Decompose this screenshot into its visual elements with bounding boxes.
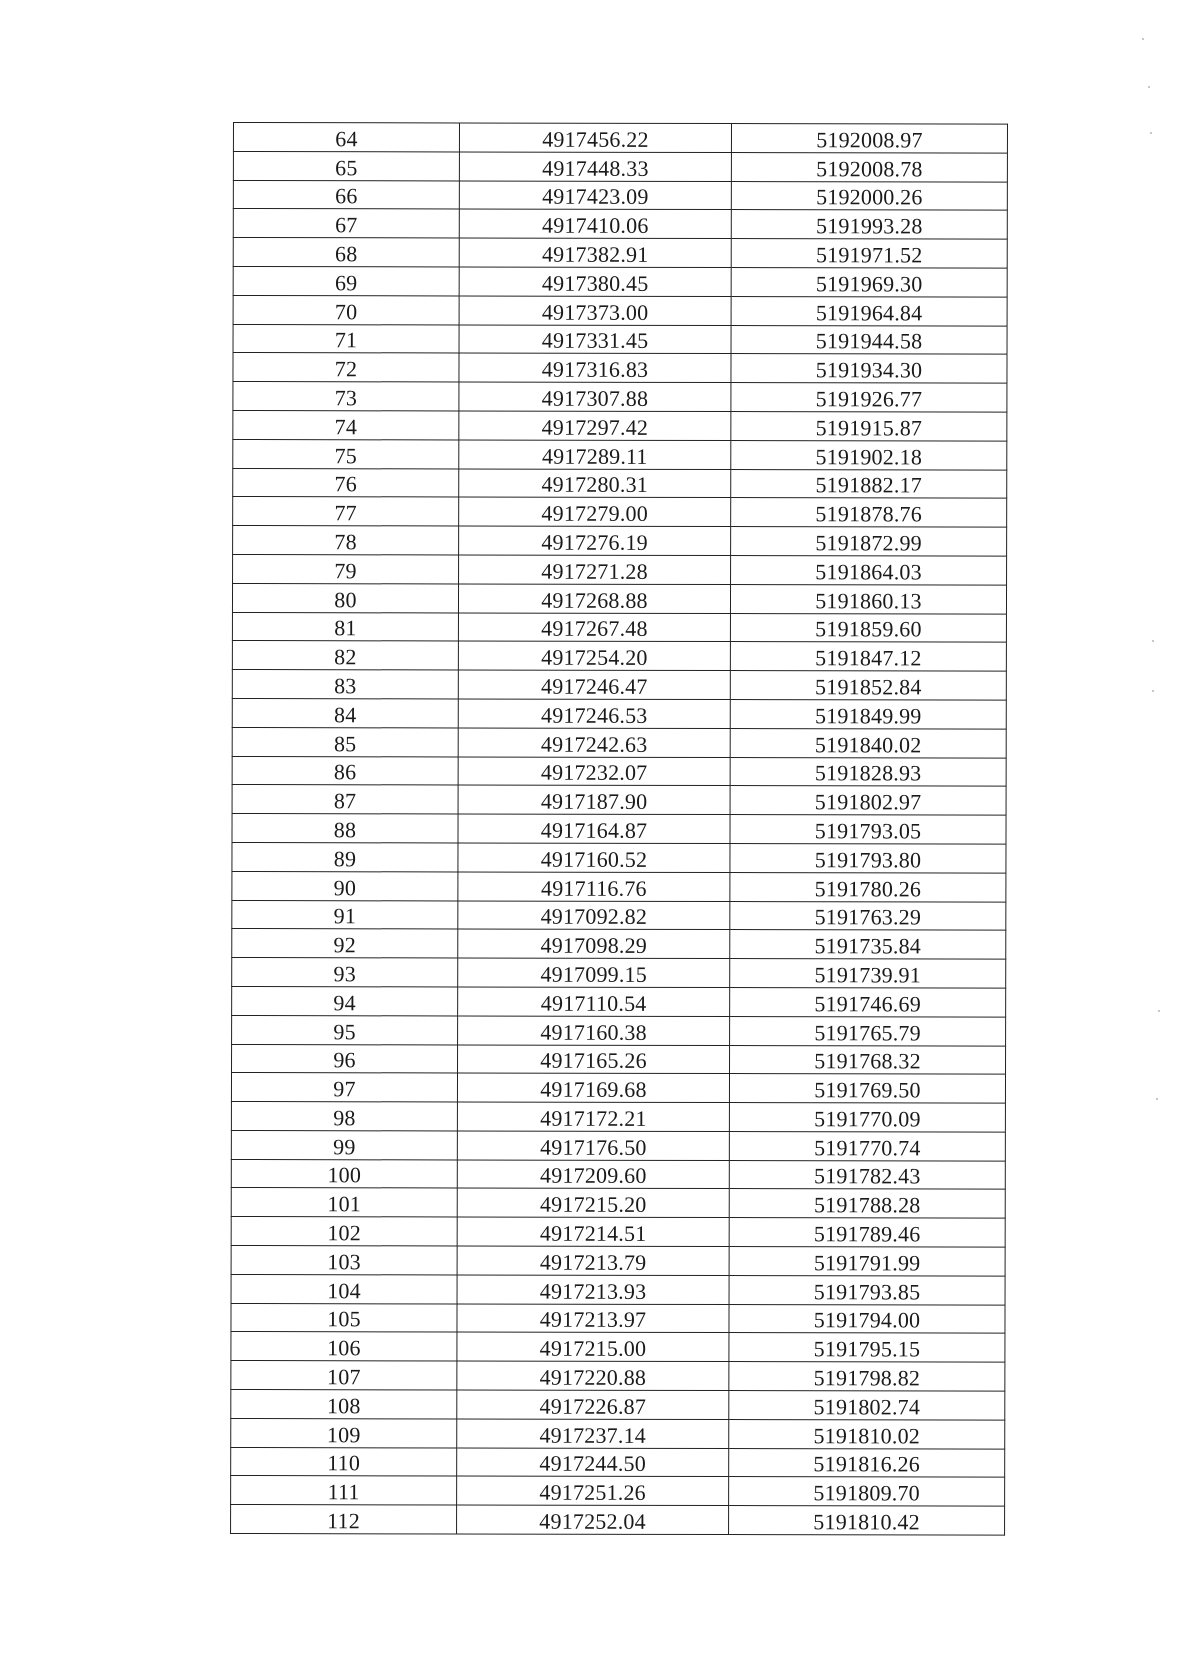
y-coordinate-cell: 5191882.17 — [731, 469, 1007, 498]
table-row — [231, 1130, 1005, 1160]
table-row — [232, 929, 1006, 959]
x-coordinate-cell: 4917267.48 — [458, 613, 730, 642]
y-coordinate-cell: 5191765.79 — [730, 1016, 1006, 1045]
table-row — [231, 1418, 1005, 1448]
point-number-cell: 68 — [233, 238, 459, 267]
x-coordinate-cell: 4917307.88 — [459, 382, 731, 411]
x-coordinate-cell: 4917160.52 — [458, 843, 730, 872]
point-number-cell: 82 — [232, 641, 458, 670]
table-row — [233, 151, 1007, 181]
point-number-cell: 105 — [231, 1303, 457, 1332]
y-coordinate-cell: 5191847.12 — [730, 642, 1006, 671]
y-coordinate-cell: 5191780.26 — [730, 872, 1006, 901]
x-coordinate-cell: 4917410.06 — [459, 209, 731, 238]
table-row — [231, 1102, 1005, 1132]
y-coordinate-cell: 5191878.76 — [731, 498, 1007, 527]
y-coordinate-cell: 5191770.09 — [729, 1103, 1005, 1132]
table-row — [231, 1073, 1005, 1103]
point-number-cell: 85 — [232, 727, 458, 756]
point-number-cell: 65 — [233, 151, 459, 180]
point-number-cell: 64 — [233, 123, 459, 152]
x-coordinate-cell: 4917213.97 — [457, 1304, 729, 1333]
table-row — [231, 1476, 1005, 1506]
x-coordinate-cell: 4917423.09 — [459, 181, 731, 210]
coordinate-table-body — [231, 123, 1008, 1536]
y-coordinate-cell: 5191789.46 — [729, 1218, 1005, 1247]
x-coordinate-cell: 4917316.83 — [459, 353, 731, 382]
y-coordinate-cell: 5191793.85 — [729, 1275, 1005, 1304]
x-coordinate-cell: 4917214.51 — [457, 1217, 729, 1246]
point-number-cell: 81 — [232, 612, 458, 641]
y-coordinate-cell: 5191840.02 — [730, 728, 1006, 757]
y-coordinate-cell: 5191902.18 — [731, 440, 1007, 469]
scan-speck — [1150, 132, 1152, 134]
x-coordinate-cell: 4917331.45 — [459, 325, 731, 354]
table-row — [232, 698, 1006, 728]
x-coordinate-cell: 4917254.20 — [458, 641, 730, 670]
table-row — [232, 842, 1006, 872]
scan-speck — [1152, 690, 1154, 692]
x-coordinate-cell: 4917226.87 — [457, 1390, 729, 1419]
y-coordinate-cell: 5191828.93 — [730, 757, 1006, 786]
table-row — [233, 439, 1007, 469]
table-row — [233, 382, 1007, 412]
table-row — [232, 727, 1006, 757]
point-number-cell: 108 — [231, 1390, 457, 1419]
x-coordinate-cell: 4917271.28 — [459, 555, 731, 584]
table-row — [233, 180, 1007, 210]
scan-speck — [1152, 640, 1154, 642]
y-coordinate-cell: 5191793.05 — [730, 815, 1006, 844]
scan-speck — [1158, 1010, 1160, 1012]
y-coordinate-cell: 5191769.50 — [729, 1074, 1005, 1103]
table-row — [231, 1303, 1005, 1333]
table-row — [233, 554, 1007, 584]
point-number-cell: 109 — [231, 1418, 457, 1447]
table-row — [233, 295, 1007, 325]
x-coordinate-cell: 4917160.38 — [458, 1016, 730, 1045]
table-row — [233, 123, 1007, 153]
y-coordinate-cell: 5191864.03 — [731, 555, 1007, 584]
y-coordinate-cell: 5191735.84 — [730, 930, 1006, 959]
y-coordinate-cell: 5191802.74 — [729, 1391, 1005, 1420]
point-number-cell: 73 — [233, 382, 459, 411]
y-coordinate-cell: 5192008.97 — [731, 124, 1007, 153]
point-number-cell: 80 — [232, 583, 458, 612]
table-row — [233, 410, 1007, 440]
y-coordinate-cell: 5191993.28 — [731, 210, 1007, 239]
point-number-cell: 93 — [232, 958, 458, 987]
y-coordinate-cell: 5191969.30 — [731, 268, 1007, 297]
y-coordinate-cell: 5192000.26 — [731, 181, 1007, 210]
y-coordinate-cell: 5191810.02 — [729, 1419, 1005, 1448]
y-coordinate-cell: 5191926.77 — [731, 383, 1007, 412]
y-coordinate-cell: 5191793.80 — [730, 843, 1006, 872]
x-coordinate-cell: 4917213.79 — [457, 1246, 729, 1275]
point-number-cell: 98 — [231, 1102, 457, 1131]
scan-speck — [1148, 86, 1150, 88]
x-coordinate-cell: 4917092.82 — [458, 900, 730, 929]
y-coordinate-cell: 5191971.52 — [731, 239, 1007, 268]
point-number-cell: 88 — [232, 814, 458, 843]
table-row — [232, 986, 1006, 1016]
table-row — [231, 1274, 1005, 1304]
point-number-cell: 112 — [231, 1505, 457, 1534]
y-coordinate-cell: 5191791.99 — [729, 1247, 1005, 1276]
table-row — [231, 1159, 1005, 1189]
y-coordinate-cell: 5191915.87 — [731, 412, 1007, 441]
point-number-cell: 72 — [233, 353, 459, 382]
point-number-cell: 94 — [232, 986, 458, 1015]
x-coordinate-cell: 4917246.47 — [458, 670, 730, 699]
y-coordinate-cell: 5191852.84 — [730, 671, 1006, 700]
y-coordinate-cell: 5191849.99 — [730, 699, 1006, 728]
point-number-cell: 90 — [232, 871, 458, 900]
table-row — [231, 1246, 1005, 1276]
point-number-cell: 106 — [231, 1332, 457, 1361]
point-number-cell: 70 — [233, 295, 459, 324]
x-coordinate-cell: 4917456.22 — [459, 123, 731, 152]
y-coordinate-cell: 5191763.29 — [730, 901, 1006, 930]
point-number-cell: 79 — [233, 554, 459, 583]
x-coordinate-cell: 4917164.87 — [458, 814, 730, 843]
table-row — [232, 756, 1006, 786]
y-coordinate-cell: 5191934.30 — [731, 354, 1007, 383]
y-coordinate-cell: 5191746.69 — [730, 987, 1006, 1016]
point-number-cell: 66 — [233, 180, 459, 209]
table-row — [231, 1361, 1005, 1391]
table-row — [232, 641, 1006, 671]
point-number-cell: 78 — [233, 526, 459, 555]
x-coordinate-cell: 4917279.00 — [459, 497, 731, 526]
x-coordinate-cell: 4917382.91 — [459, 238, 731, 267]
point-number-cell: 84 — [232, 698, 458, 727]
y-coordinate-cell: 5191768.32 — [730, 1045, 1006, 1074]
y-coordinate-cell: 5191809.70 — [729, 1477, 1005, 1506]
y-coordinate-cell: 5191964.84 — [731, 296, 1007, 325]
x-coordinate-cell: 4917242.63 — [458, 728, 730, 757]
point-number-cell: 95 — [232, 1015, 458, 1044]
x-coordinate-cell: 4917165.26 — [458, 1044, 730, 1073]
x-coordinate-cell: 4917268.88 — [458, 584, 730, 613]
x-coordinate-cell: 4917172.21 — [457, 1102, 729, 1131]
y-coordinate-cell: 5191770.74 — [729, 1131, 1005, 1160]
x-coordinate-cell: 4917297.42 — [459, 411, 731, 440]
table-row — [231, 1332, 1005, 1362]
point-number-cell: 111 — [231, 1476, 457, 1505]
table-row — [232, 670, 1006, 700]
point-number-cell: 103 — [231, 1246, 457, 1275]
point-number-cell: 91 — [232, 900, 458, 929]
table-row — [231, 1447, 1005, 1477]
x-coordinate-cell: 4917215.20 — [457, 1188, 729, 1217]
table-row — [232, 1044, 1006, 1074]
point-number-cell: 87 — [232, 785, 458, 814]
scan-speck — [1142, 38, 1144, 40]
table-row — [233, 497, 1007, 527]
table-row — [233, 238, 1007, 268]
point-number-cell: 71 — [233, 324, 459, 353]
x-coordinate-cell: 4917246.53 — [458, 699, 730, 728]
x-coordinate-cell: 4917187.90 — [458, 785, 730, 814]
y-coordinate-cell: 5191794.00 — [729, 1304, 1005, 1333]
x-coordinate-cell: 4917209.60 — [457, 1160, 729, 1189]
y-coordinate-cell: 5191872.99 — [731, 527, 1007, 556]
point-number-cell: 101 — [231, 1188, 457, 1217]
x-coordinate-cell: 4917213.93 — [457, 1275, 729, 1304]
x-coordinate-cell: 4917099.15 — [458, 958, 730, 987]
table-row — [232, 814, 1006, 844]
table-row — [231, 1217, 1005, 1247]
point-number-cell: 99 — [231, 1130, 457, 1159]
x-coordinate-cell: 4917448.33 — [459, 152, 731, 181]
point-number-cell: 104 — [231, 1274, 457, 1303]
y-coordinate-cell: 5191802.97 — [730, 786, 1006, 815]
table-row — [231, 1188, 1005, 1218]
point-number-cell: 110 — [231, 1447, 457, 1476]
table-row — [232, 1015, 1006, 1045]
y-coordinate-cell: 5191788.28 — [729, 1189, 1005, 1218]
x-coordinate-cell: 4917215.00 — [457, 1332, 729, 1361]
table-row — [232, 612, 1006, 642]
x-coordinate-cell: 4917380.45 — [459, 267, 731, 296]
x-coordinate-cell: 4917237.14 — [457, 1419, 729, 1448]
point-number-cell: 100 — [231, 1159, 457, 1188]
y-coordinate-cell: 5191944.58 — [731, 325, 1007, 354]
table-row — [233, 209, 1007, 239]
x-coordinate-cell: 4917232.07 — [458, 757, 730, 786]
y-coordinate-cell: 5191816.26 — [729, 1448, 1005, 1477]
table-row — [233, 324, 1007, 354]
point-number-cell: 75 — [233, 439, 459, 468]
point-number-cell: 69 — [233, 266, 459, 295]
point-number-cell: 102 — [231, 1217, 457, 1246]
point-number-cell: 74 — [233, 410, 459, 439]
point-number-cell: 77 — [233, 497, 459, 526]
x-coordinate-cell: 4917373.00 — [459, 296, 731, 325]
point-number-cell: 107 — [231, 1361, 457, 1390]
y-coordinate-cell: 5191795.15 — [729, 1333, 1005, 1362]
point-number-cell: 96 — [232, 1044, 458, 1073]
x-coordinate-cell: 4917169.68 — [457, 1073, 729, 1102]
table-row — [232, 871, 1006, 901]
table-row — [231, 1505, 1005, 1535]
x-coordinate-cell: 4917280.31 — [459, 469, 731, 498]
x-coordinate-cell: 4917098.29 — [458, 929, 730, 958]
table-row — [233, 266, 1007, 296]
point-number-cell: 92 — [232, 929, 458, 958]
table-row — [231, 1390, 1005, 1420]
table-row — [232, 583, 1006, 613]
x-coordinate-cell: 4917252.04 — [457, 1505, 729, 1534]
point-number-cell: 86 — [232, 756, 458, 785]
table-row — [232, 785, 1006, 815]
x-coordinate-cell: 4917116.76 — [458, 872, 730, 901]
y-coordinate-cell: 5191859.60 — [730, 613, 1006, 642]
x-coordinate-cell: 4917244.50 — [457, 1448, 729, 1477]
x-coordinate-cell: 4917289.11 — [459, 440, 731, 469]
point-number-cell: 83 — [232, 670, 458, 699]
point-number-cell: 76 — [233, 468, 459, 497]
point-number-cell: 67 — [233, 209, 459, 238]
scan-speck — [1156, 1098, 1158, 1100]
y-coordinate-cell: 5191860.13 — [730, 584, 1006, 613]
x-coordinate-cell: 4917251.26 — [457, 1476, 729, 1505]
table-row — [233, 353, 1007, 383]
y-coordinate-cell: 5191782.43 — [729, 1160, 1005, 1189]
point-number-cell: 97 — [231, 1073, 457, 1102]
x-coordinate-cell: 4917176.50 — [457, 1131, 729, 1160]
x-coordinate-cell: 4917220.88 — [457, 1361, 729, 1390]
table-row — [233, 526, 1007, 556]
table-row — [232, 958, 1006, 988]
coordinate-table — [230, 122, 1008, 1536]
y-coordinate-cell: 5191798.82 — [729, 1362, 1005, 1391]
y-coordinate-cell: 5191739.91 — [730, 959, 1006, 988]
y-coordinate-cell: 5192008.78 — [731, 152, 1007, 181]
x-coordinate-cell: 4917110.54 — [458, 987, 730, 1016]
point-number-cell: 89 — [232, 842, 458, 871]
x-coordinate-cell: 4917276.19 — [459, 526, 731, 555]
y-coordinate-cell: 5191810.42 — [729, 1506, 1005, 1535]
table-row — [232, 900, 1006, 930]
table-row — [233, 468, 1007, 498]
